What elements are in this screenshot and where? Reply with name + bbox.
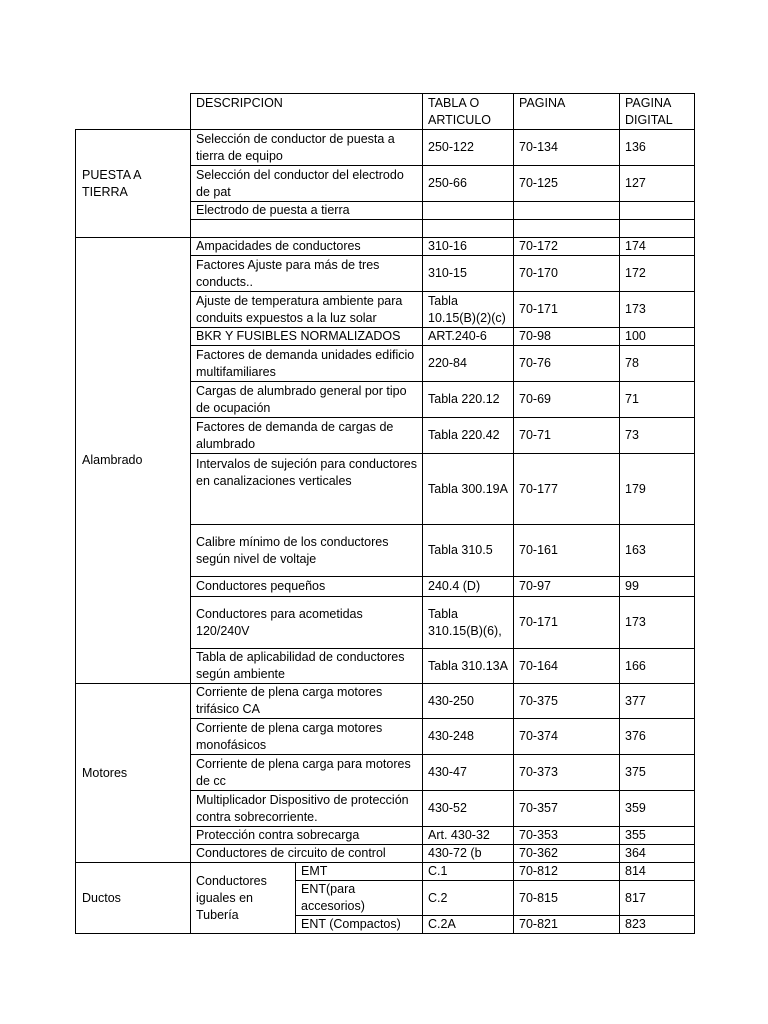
row-tabla: 430-47	[423, 755, 514, 791]
row-pagina: 70-357	[514, 791, 620, 827]
row-tabla: 310-16	[423, 238, 514, 256]
row-pagina: 70-161	[514, 525, 620, 577]
row-desc: Selección del conductor del electrodo de pat	[191, 166, 423, 202]
row-pagina: 70-76	[514, 346, 620, 382]
row-pagina: 70-353	[514, 827, 620, 845]
table-row	[76, 684, 695, 719]
row-tabla: Tabla 220.42	[423, 418, 514, 454]
row-pagina: 70-97	[514, 577, 620, 597]
row-digital: 73	[620, 418, 695, 454]
row-pagina: 70-812	[514, 863, 620, 881]
table-row	[76, 238, 695, 256]
row-tabla: 220-84	[423, 346, 514, 382]
row-digital: 179	[620, 454, 695, 525]
row-desc: Factores de demanda de cargas de alumbrado	[191, 418, 423, 454]
row-digital	[620, 202, 695, 220]
row-tabla: Tabla 310.15(B)(6),	[423, 597, 514, 649]
row-desc	[191, 220, 423, 238]
row-digital: 78	[620, 346, 695, 382]
row-digital: 364	[620, 845, 695, 863]
row-digital: 127	[620, 166, 695, 202]
row-pagina: 70-171	[514, 597, 620, 649]
reference-table	[75, 93, 695, 934]
row-digital: 375	[620, 755, 695, 791]
row-tabla: C.2A	[423, 916, 514, 934]
row-pagina	[514, 220, 620, 238]
group-motores: Motores	[76, 684, 191, 863]
row-desc: Conductores pequeños	[191, 577, 423, 597]
row-desc: ENT(para accesorios)	[296, 881, 423, 916]
row-tabla: 430-248	[423, 719, 514, 755]
header-empty-cell	[76, 94, 191, 130]
row-tabla	[423, 220, 514, 238]
row-digital: 817	[620, 881, 695, 916]
row-pagina: 70-815	[514, 881, 620, 916]
row-tabla: C.2	[423, 881, 514, 916]
row-digital: 100	[620, 328, 695, 346]
row-tabla: Tabla 300.19A	[423, 454, 514, 525]
row-desc: EMT	[296, 863, 423, 881]
row-digital: 377	[620, 684, 695, 719]
row-tabla: Tabla 310.5	[423, 525, 514, 577]
row-pagina: 70-374	[514, 719, 620, 755]
row-desc: Corriente de plena carga para motores de cc	[191, 755, 423, 791]
subgroup-conductores-tuberia: Conductores iguales en Tubería	[191, 863, 296, 934]
row-pagina: 70-125	[514, 166, 620, 202]
row-tabla	[423, 202, 514, 220]
row-pagina: 70-362	[514, 845, 620, 863]
row-desc: Electrodo de puesta a tierra	[191, 202, 423, 220]
row-desc: Selección de conductor de puesta a tierra de equipo	[191, 130, 423, 166]
row-desc: Tabla de aplicabilidad de conductores según ambiente	[191, 649, 423, 684]
row-digital	[620, 220, 695, 238]
row-desc: Corriente de plena carga motores monofásicos	[191, 719, 423, 755]
row-tabla: 430-250	[423, 684, 514, 719]
row-desc: Ajuste de temperatura ambiente para conduits expuestos a la luz solar	[191, 292, 423, 328]
header-pagina-digital: PAGINA DIGITAL	[620, 94, 695, 130]
header-tabla: TABLA O ARTICULO	[423, 94, 514, 130]
row-desc: Corriente de plena carga motores trifásico CA	[191, 684, 423, 719]
row-tabla: Art. 430-32	[423, 827, 514, 845]
row-desc: Intervalos de sujeción para conductores en canalizaciones verticales	[191, 454, 423, 525]
row-tabla: Tabla 220.12	[423, 382, 514, 418]
row-pagina: 70-375	[514, 684, 620, 719]
row-digital: 173	[620, 292, 695, 328]
group-ductos: Ductos	[76, 863, 191, 934]
row-tabla: Tabla 10.15(B)(2)(c)	[423, 292, 514, 328]
row-digital: 71	[620, 382, 695, 418]
row-desc: Calibre mínimo de los conductores según nivel de voltaje	[191, 525, 423, 577]
row-desc: Protección contra sobrecarga	[191, 827, 423, 845]
row-pagina: 70-134	[514, 130, 620, 166]
row-pagina: 70-821	[514, 916, 620, 934]
row-desc: Factores de demanda unidades edificio multifamiliares	[191, 346, 423, 382]
row-digital: 99	[620, 577, 695, 597]
row-desc: BKR Y FUSIBLES NORMALIZADOS	[191, 328, 423, 346]
header-descripcion: DESCRIPCION	[191, 94, 423, 130]
header-pagina: PAGINA	[514, 94, 620, 130]
row-tabla: 250-66	[423, 166, 514, 202]
row-desc: Cargas de alumbrado general por tipo de ocupación	[191, 382, 423, 418]
row-desc: Ampacidades de conductores	[191, 238, 423, 256]
row-pagina	[514, 202, 620, 220]
row-desc: Conductores para acometidas 120/240V	[191, 597, 423, 649]
row-tabla: ART.240-6	[423, 328, 514, 346]
row-pagina: 70-71	[514, 418, 620, 454]
row-digital: 814	[620, 863, 695, 881]
row-digital: 136	[620, 130, 695, 166]
row-tabla: Tabla 310.13A	[423, 649, 514, 684]
row-pagina: 70-171	[514, 292, 620, 328]
row-digital: 166	[620, 649, 695, 684]
row-pagina: 70-69	[514, 382, 620, 418]
row-desc: Factores Ajuste para más de tres conducts..	[191, 256, 423, 292]
table-row	[76, 130, 695, 166]
group-puesta-a-tierra: PUESTA A TIERRA	[76, 130, 191, 238]
row-desc: Conductores de circuito de control	[191, 845, 423, 863]
row-pagina: 70-98	[514, 328, 620, 346]
row-pagina: 70-164	[514, 649, 620, 684]
row-tabla: 430-72 (b	[423, 845, 514, 863]
header-row	[76, 94, 695, 130]
row-desc: ENT (Compactos)	[296, 916, 423, 934]
row-pagina: 70-373	[514, 755, 620, 791]
row-digital: 376	[620, 719, 695, 755]
row-tabla: 250-122	[423, 130, 514, 166]
row-digital: 823	[620, 916, 695, 934]
row-tabla: 430-52	[423, 791, 514, 827]
row-digital: 173	[620, 597, 695, 649]
row-tabla: C.1	[423, 863, 514, 881]
row-digital: 163	[620, 525, 695, 577]
row-tabla: 310-15	[423, 256, 514, 292]
row-pagina: 70-170	[514, 256, 620, 292]
table-row	[76, 863, 695, 881]
row-digital: 359	[620, 791, 695, 827]
row-tabla: 240.4 (D)	[423, 577, 514, 597]
row-digital: 355	[620, 827, 695, 845]
row-digital: 172	[620, 256, 695, 292]
row-pagina: 70-172	[514, 238, 620, 256]
row-digital: 174	[620, 238, 695, 256]
row-desc: Multiplicador Dispositivo de protección contra sobrecorriente.	[191, 791, 423, 827]
row-pagina: 70-177	[514, 454, 620, 525]
group-alambrado: Alambrado	[76, 238, 191, 684]
